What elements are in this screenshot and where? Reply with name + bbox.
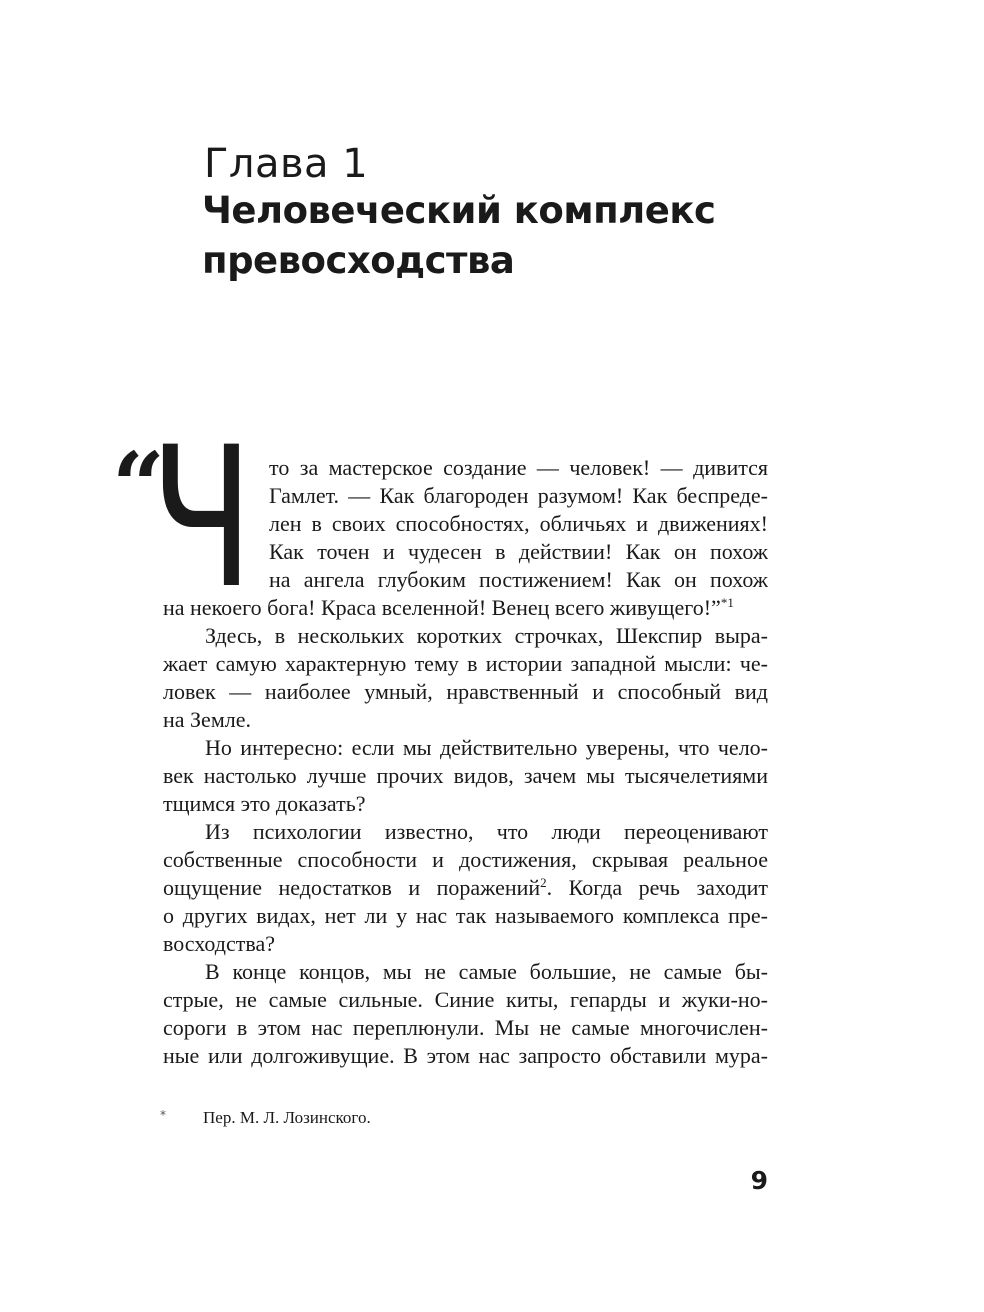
chapter-title-line: превосходства — [202, 239, 515, 282]
body-line: сороги в этом нас переплюнули. Мы не самые многочислен- — [163, 1015, 768, 1040]
body-line: стрые, не самые сильные. Синие киты, гепарды и жуки-но- — [163, 987, 768, 1012]
footnote-ref: 2 — [540, 875, 547, 890]
body-line: тщимся это доказать? — [163, 791, 366, 816]
body-line — [163, 594, 768, 622]
body-line-text: ощущение недостатков и поражений — [163, 875, 541, 900]
body-line: ные или долгоживущие. В этом нас запросто обставили мура- — [163, 1043, 768, 1068]
body-line: о других видах, нет ли у нас так называемого комплекса пре- — [163, 903, 768, 928]
opening-quote-mark: “ — [112, 432, 165, 540]
footnote-text: Пер. М. Л. Лозинского. — [203, 1108, 371, 1127]
chapter-label: Глава 1 — [204, 141, 369, 187]
body-line-text: . Когда речь заходит — [546, 875, 769, 900]
body-line: Как точен и чудесен в действии! Как он похож — [269, 539, 768, 564]
body-line: жает самую характерную тему в истории западной мысли: че- — [163, 651, 768, 676]
body-line: В конце концов, мы не самые большие, не самые бы- — [205, 959, 768, 984]
page-number: 9 — [750, 1166, 768, 1195]
body-line: на ангела глубоким постижением! Как он похож — [269, 567, 768, 592]
body-line-text: на некоего бога! Краса вселенной! Венец всего живущего!” — [163, 595, 721, 620]
body-line: на Земле. — [163, 707, 251, 732]
body-line: лен в своих способностях, обличьях и движениях! — [269, 511, 768, 536]
body-line: то за мастерское создание — человек! — дивится — [269, 455, 768, 480]
body-line: век настолько лучше прочих видов, зачем мы тысячелетиями — [163, 763, 768, 788]
footnote-ref: *1 — [720, 595, 734, 610]
body-line: ловек — наиболее умный, нравственный и способный вид — [163, 679, 768, 704]
body-line: Гамлет. — Как благороден разумом! Как беспреде- — [269, 483, 768, 508]
body-line: восходства? — [163, 931, 275, 956]
drop-cap: Ч — [150, 405, 254, 631]
body-line: Здесь, в нескольких коротких строчках, Шекспир выра- — [205, 623, 768, 648]
body-line: собственные способности и достижения, скрывая реальное — [163, 847, 768, 872]
body-line: Но интересно: если мы действительно уверены, что чело- — [205, 735, 768, 760]
chapter-title — [202, 186, 762, 286]
body-line — [163, 874, 768, 902]
footnote-marker: * — [160, 1108, 166, 1122]
body-line: Из психологии известно, что люди переоценивают — [205, 819, 768, 844]
chapter-title-line: Человеческий комплекс — [202, 189, 716, 232]
